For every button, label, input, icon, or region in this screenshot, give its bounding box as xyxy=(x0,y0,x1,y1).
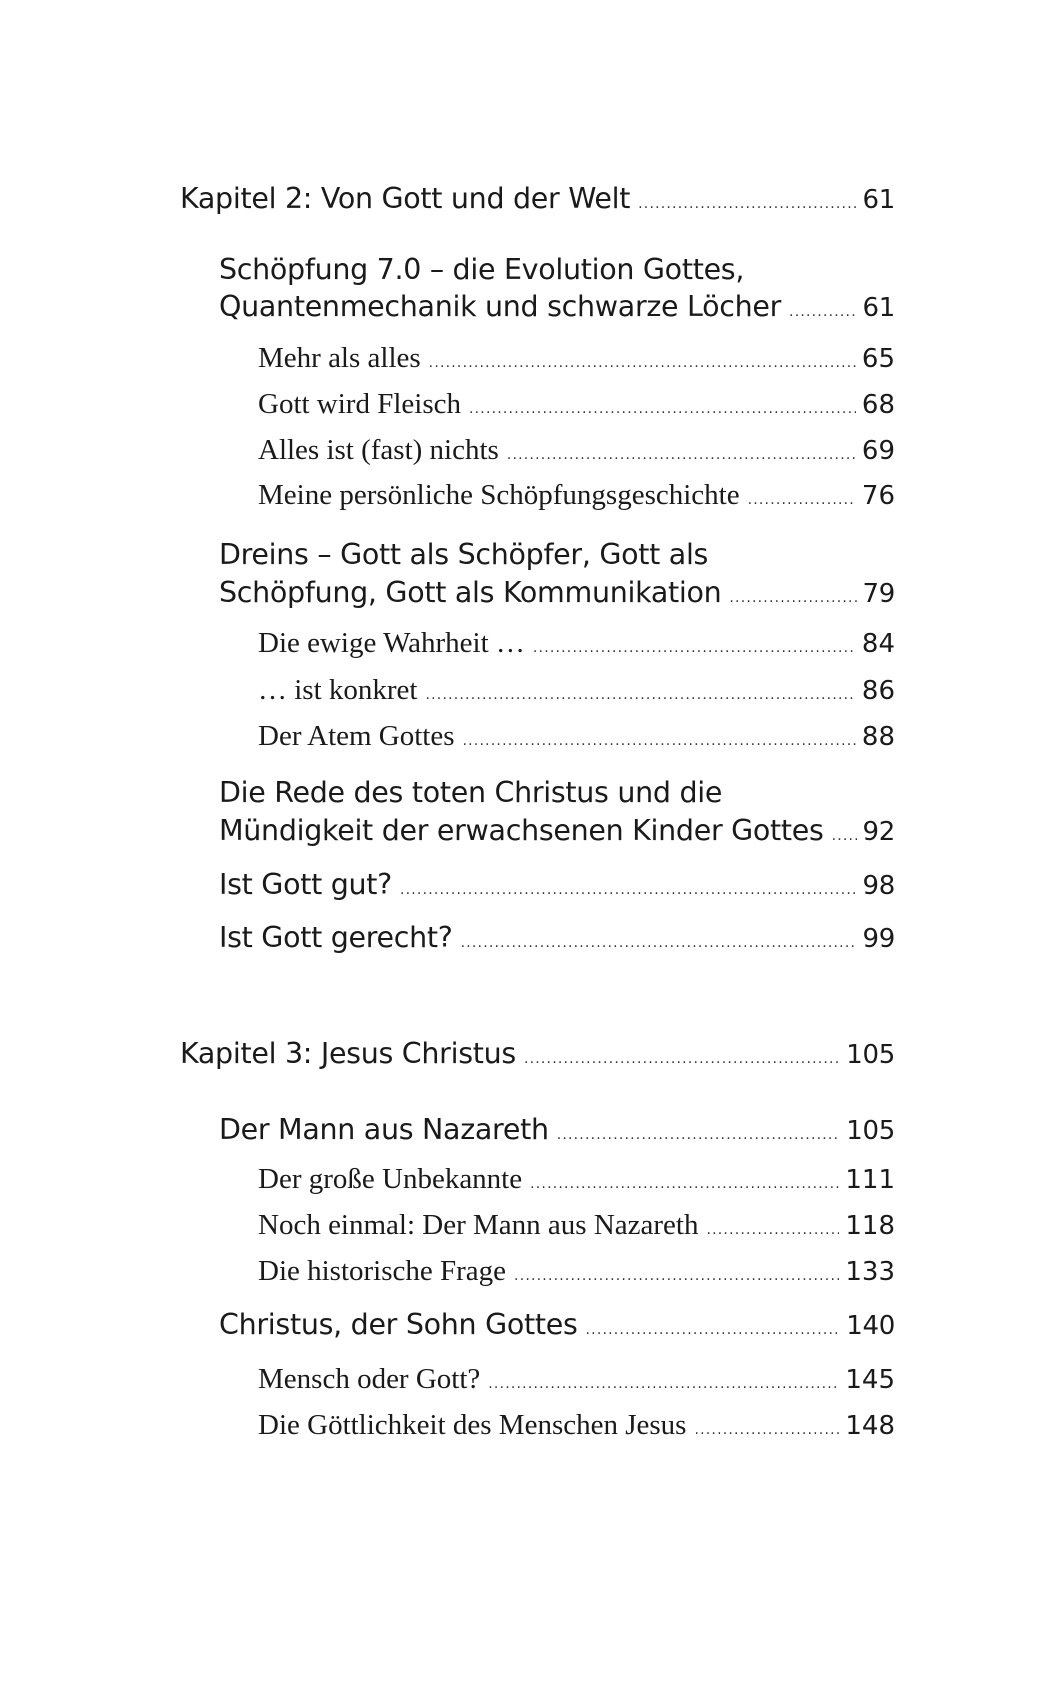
page-number: 111 xyxy=(845,1165,895,1195)
toc-subsection[interactable] xyxy=(258,1209,895,1242)
section-title-line: Dreins – Gott als Schöpfer, Gott als xyxy=(219,538,709,571)
page-number: 99 xyxy=(862,924,895,954)
toc-subsection[interactable] xyxy=(258,627,895,660)
subsection-title: Der Atem Gottes xyxy=(258,720,455,752)
section-title: Christus, der Sohn Gottes xyxy=(219,1308,578,1341)
toc-subsection[interactable] xyxy=(258,479,895,512)
toc-section[interactable] xyxy=(219,290,895,323)
dot-leader xyxy=(748,492,856,508)
page-number: 86 xyxy=(861,676,895,706)
toc-chapter-2[interactable] xyxy=(180,182,895,215)
section-title: Der Mann aus Nazareth xyxy=(219,1113,549,1146)
toc-section[interactable] xyxy=(219,921,895,954)
dot-leader xyxy=(463,733,856,749)
toc-section[interactable] xyxy=(219,814,895,847)
dot-leader xyxy=(638,196,856,212)
page-number: 98 xyxy=(862,871,895,901)
page-number: 61 xyxy=(862,293,895,323)
subsection-title: Noch einmal: Der Mann aus Nazareth xyxy=(258,1209,699,1241)
toc-subsection[interactable] xyxy=(258,1163,895,1196)
page-number: 65 xyxy=(861,344,895,374)
chapter-title: Kapitel 2: Von Gott und der Welt xyxy=(180,182,631,215)
subsection-title: Der große Unbekannte xyxy=(258,1163,523,1195)
dot-leader xyxy=(832,828,857,844)
dot-leader xyxy=(789,304,856,320)
section-title: Quantenmechanik und schwarze Löcher xyxy=(219,290,782,323)
page-number: 118 xyxy=(845,1211,895,1241)
dot-leader xyxy=(530,1176,839,1192)
page-number: 133 xyxy=(845,1257,895,1287)
subsection-title: Mensch oder Gott? xyxy=(258,1363,481,1395)
subsection-title: Meine persönliche Schöpfungsgeschichte xyxy=(258,479,740,511)
subsection-title: … ist konkret xyxy=(258,674,418,706)
page-number: 148 xyxy=(845,1411,895,1441)
page-number: 61 xyxy=(862,185,895,215)
page-number: 68 xyxy=(861,390,895,420)
toc-subsection[interactable] xyxy=(258,388,895,421)
dot-leader xyxy=(400,882,857,898)
section-title: Schöpfung, Gott als Kommunikation xyxy=(219,576,722,609)
subsection-title: Die ewige Wahrheit … xyxy=(258,627,525,659)
section-title: Ist Gott gut? xyxy=(219,868,392,901)
toc-subsection[interactable] xyxy=(258,342,895,375)
toc-section[interactable] xyxy=(219,868,895,901)
toc-section[interactable] xyxy=(219,1308,895,1341)
dot-leader xyxy=(694,1422,839,1438)
page-number: 92 xyxy=(862,817,895,847)
section-title: Ist Gott gerecht? xyxy=(219,921,453,954)
toc-subsection[interactable] xyxy=(258,434,895,467)
dot-leader xyxy=(426,687,856,703)
page-number: 145 xyxy=(845,1365,895,1395)
page-number: 79 xyxy=(862,579,895,609)
dot-leader xyxy=(706,1222,839,1238)
toc-section[interactable] xyxy=(219,1113,895,1146)
page-number: 69 xyxy=(861,436,895,466)
page-number: 140 xyxy=(846,1311,895,1341)
chapter-title: Kapitel 3: Jesus Christus xyxy=(180,1037,516,1070)
dot-leader xyxy=(729,590,856,606)
section-title-line: Schöpfung 7.0 – die Evolution Gottes, xyxy=(219,253,745,286)
page-number: 76 xyxy=(861,481,895,511)
toc-section[interactable] xyxy=(219,576,895,609)
dot-leader xyxy=(514,1268,839,1284)
toc-subsection[interactable] xyxy=(258,674,895,707)
dot-leader xyxy=(557,1127,841,1143)
dot-leader xyxy=(488,1376,839,1392)
toc-subsection[interactable] xyxy=(258,1255,895,1288)
subsection-title: Gott wird Fleisch xyxy=(258,388,461,420)
dot-leader xyxy=(507,447,856,463)
toc-chapter-3[interactable] xyxy=(180,1037,895,1070)
dot-leader xyxy=(524,1051,840,1067)
section-title-line: Die Rede des toten Christus und die xyxy=(219,776,723,809)
dot-leader xyxy=(533,640,856,656)
subsection-title: Die historische Frage xyxy=(258,1255,507,1287)
subsection-title: Die Göttlichkeit des Menschen Jesus xyxy=(258,1409,687,1441)
page-number: 105 xyxy=(846,1116,895,1146)
section-title: Mündigkeit der erwachsenen Kinder Gottes xyxy=(219,814,824,847)
toc-subsection[interactable] xyxy=(258,1363,895,1396)
toc-subsection[interactable] xyxy=(258,720,895,753)
toc-subsection[interactable] xyxy=(258,1409,895,1442)
page-number: 88 xyxy=(861,722,895,752)
subsection-title: Mehr als alles xyxy=(258,342,421,374)
subsection-title: Alles ist (fast) nichts xyxy=(258,434,499,466)
dot-leader xyxy=(429,355,856,371)
page-number: 84 xyxy=(861,629,895,659)
page-number: 105 xyxy=(846,1040,895,1070)
dot-leader xyxy=(461,935,857,951)
dot-leader xyxy=(586,1322,841,1338)
dot-leader xyxy=(469,401,856,417)
